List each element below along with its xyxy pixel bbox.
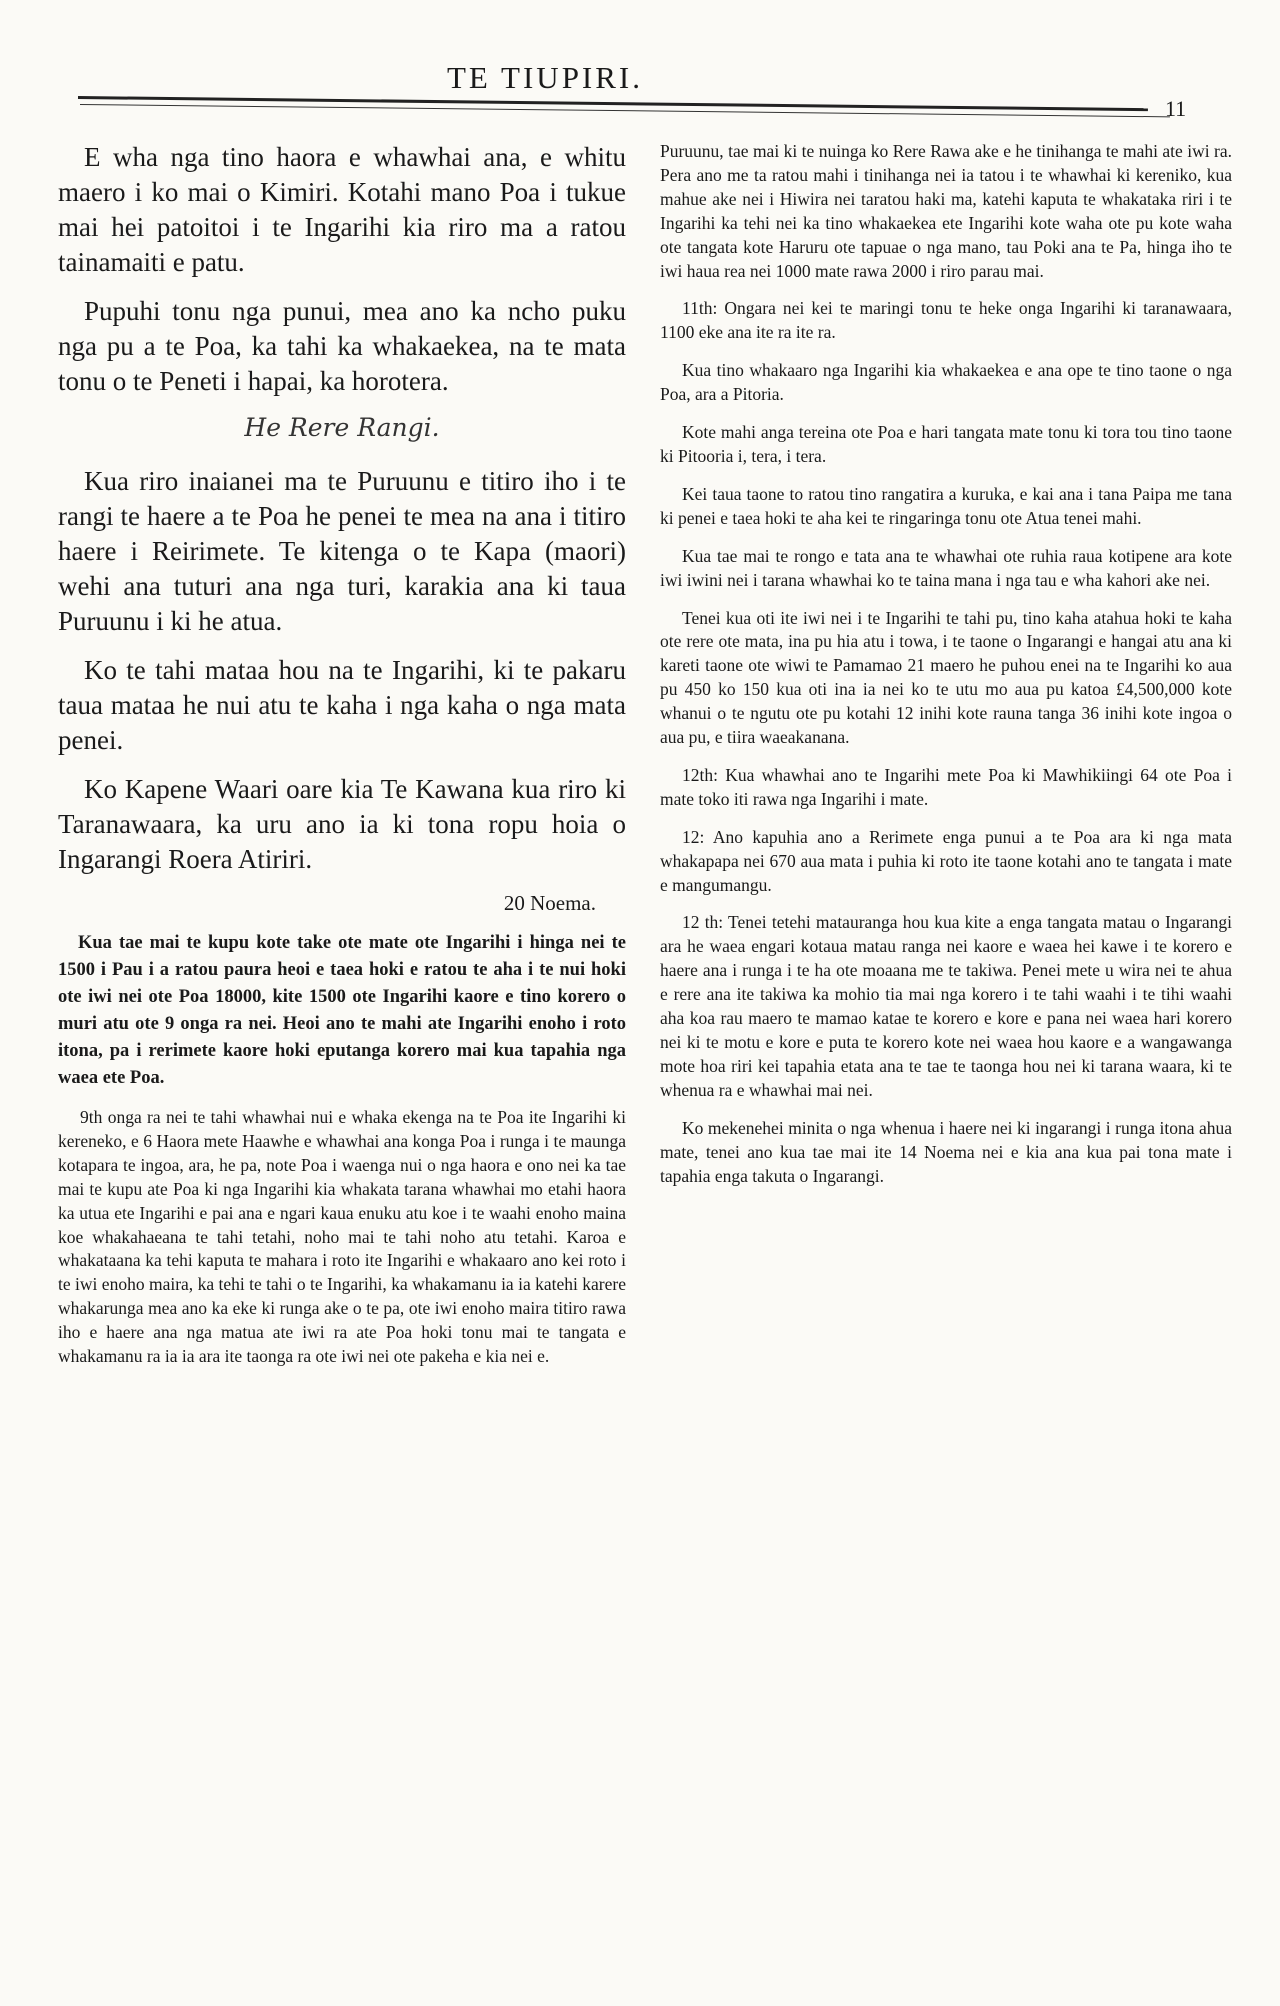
paragraph: Ko mekenehei minita o nga whenua i haere nei ki ingarangi i runga itona ahua mate, tenei ano kua tae mai ite 14 Noema nei e kia ana kua pai tona mate i tapahia enga takuta o Ingarangi. bbox=[660, 1117, 1232, 1186]
paragraph: Kua riro inaianei ma te Puruunu e titiro iho i te rangi te haere a te Poa he penei te mea na ana i titiro haere i Reirimete. Te kitenga o te Kapa (maori) wehi ana tuturi ana nga turi, karakia ana ki taua Puruunu i ki he atua. bbox=[58, 466, 626, 636]
paragraph: Kei taua taone to ratou tino rangatira a kuruka, e kai ana i tana Paipa me tana ki penei e taea hoki te aha kei te ringaringa tonu ote Atua tenei mahi. bbox=[660, 483, 1232, 528]
paragraph: 12 th: Tenei tetehi matauranga hou kua kite a enga tangata matau o Ingarangi ara he waea engari kotaua matau ranga nei kaore e waea hei kawe i te korero e haere ana i runga i te ha ote moaana me te takiwa. Penei mete u wira nei te ahua e rere ana ite takiwa ka mohio tia mai nga korero i te tahi waahi i te tihi waahi aha koa rau maero te mamao katae te korero e kore e pana nei waea hari korero nei ki te motu e kore e puta te korero kote nei waea hou kaore e a wangawanga mote hoa riri kei tapahia etata ana te tae te taonga hou nei ki tarana waara, ki te whenua ra e whawhai mai nei. bbox=[660, 912, 1232, 1100]
paragraph: 11th: Ongara nei kei te maringi tonu te heke onga Ingarihi ki taranawaara, 1100 eke ana ite ra ite ra. bbox=[660, 298, 1232, 343]
paragraph: Ko te tahi mataa hou na te Ingarihi, ki te pakaru taua mataa he nui atu te kaha i nga kaha o nga mata penei. bbox=[58, 655, 626, 755]
newspaper-title: TE TIUPIRI. bbox=[446, 60, 644, 95]
paragraph: Pupuhi tonu nga punui, mea ano ka ncho puku nga pu a te Poa, ka tahi ka whakaekea, na te mata tonu o te Peneti i hapai, ka horotera. bbox=[58, 296, 626, 396]
paragraph: E wha nga tino haora e whawhai ana, e whitu maero i ko mai o Kimiri. Kotahi mano Poa i tukue mai hei patoitoi i te Ingarihi kia riro ma a ratou tainamaiti e patu. bbox=[58, 142, 626, 277]
paragraph: Tenei kua oti ite iwi nei i te Ingarihi te tahi pu, tino kaha atahua hoki te kaha ote rere ote mata, ina pu hia atu i towa, i te taone o Ingarangi e hangai atu ana ki kareti taone ote wiwi te Pamamao 21 maero he puhou enei na te Ingarihi ko aua pu 450 ko 150 kua oti ina ia nei ko te utu mo aua pu katoa £4,500,000 kote whanui o te ngutu ote pu kotahi 12 inihi kote rauna tanga 36 inihi kote ingoa o aua pu, e tiira waeakanana. bbox=[660, 607, 1232, 748]
paragraph: Kua tae mai te kupu kote take ote mate ote Ingarihi i hinga nei te 1500 i Pau i a ratou paura heoi e taea hoki e ratou te aha i te nui hoki ote iwi nei ote Poa 18000, kite 1500 ote Ingarihi kaore e tino korero o muri atu ote 9 onga ra nei. Heoi ano te mahi ate Ingarihi enoho i roto itona, pa i rerimete kaore hoki eputanga korero mai kua tapahia nga waea ete Poa. bbox=[58, 933, 626, 1088]
dateline: 20 Noema. bbox=[503, 891, 596, 915]
left-column bbox=[58, 140, 626, 1383]
section-subheading: He Rere Rangi. bbox=[244, 413, 440, 442]
right-column bbox=[660, 140, 1232, 1202]
paragraph: 12th: Kua whawhai ano te Ingarihi mete Poa ki Mawhikiingi 64 ote Poa i mate toko iti rawa nga Ingarihi i mate. bbox=[660, 764, 1232, 809]
page-number: 11 bbox=[1165, 96, 1187, 121]
paragraph: 9th onga ra nei te tahi whawhai nui e whaka ekenga na te Poa ite Ingarihi ki kereneko, e 6 Haora mete Haawhe e whawhai ana konga Poa i runga i te maunga kotapara te ingoa, ara, he pa, note Poa i waenga nui o nga haora e ono nei ka tae mai te kupu ate Poa ki nga Ingarihi kia whakata tarana whawhai mo etahi haora ka utua ete Ingarihi e pai ana e ngari kaua enuku atu koe i te waahi enoho maina koe whakahaeana te tahi tetahi, noho mai te tahi noho atu tetahi. Karoa e whakataana ka tehi kaputa te mahara i roto ite Ingarihi e whakaaro ano kei roto i te iwi enoho maira, ka tehi te tahi o te Ingarihi, ka whakamanu ia ia katehi karere whakarunga mea ano ka eke ki runga ake o te pa, ote iwi enoho maira titiro rawa iho e haere ana nga matua ate iwi ra ate Poa hoki tonu mai te tangata e whakamanu ra ia ia ara ite taonga ra ote iwi nei ote pakeha e kia nei e. bbox=[58, 1107, 626, 1367]
page-header bbox=[0, 0, 1280, 120]
header-rule-thick bbox=[78, 96, 1148, 111]
paragraph: Kua tae mai te rongo e tata ana te whawhai ote ruhia raua kotipene ara kote iwi iwini nei i tarana whawhai ko te taina mana i nga tau e wha kahori ake nei. bbox=[660, 545, 1232, 590]
paragraph: Kua tino whakaaro nga Ingarihi kia whakaekea e ana ope te tino taone o nga Poa, ara a Pitoria. bbox=[660, 360, 1232, 405]
paragraph: Puruunu, tae mai ki te nuinga ko Rere Rawa ake e he tinihanga te mahi ate iwi ra. Pera ano me ta ratou mahi i tinihanga nei ia tatou i te whawhai ki kereniko, kua mahue ake nei i Hiwira nei taratou haki ma, katehi kaputa te whakataka riri i te Ingarihi ka tehi nei ka tino whakaekea ete Ingarihi kote waha ote pu kote waha ote tangata kote Haruru ote tapuae o nga mano, tau Poki ana te Pa, hinga iho te iwi haua rea nei 1000 mate rawa 2000 i riro parau mai. bbox=[660, 141, 1232, 281]
paragraph: 12: Ano kapuhia ano a Rerimete enga punui a te Poa ara ki nga mata whakapapa nei 670 aua mata i puhia ki roto ite taone kotahi ano te tangata i mate e mangumangu. bbox=[660, 826, 1232, 895]
paragraph: Ko Kapene Waari oare kia Te Kawana kua riro ki Taranawaara, ka uru ano ia ki tona ropu hoia o Ingarangi Roera Atiriri. bbox=[58, 774, 626, 874]
paragraph: Kote mahi anga tereina ote Poa e hari tangata mate tonu ki tora tou tino taone ki Pitooria i, tera, i tera. bbox=[660, 422, 1232, 466]
